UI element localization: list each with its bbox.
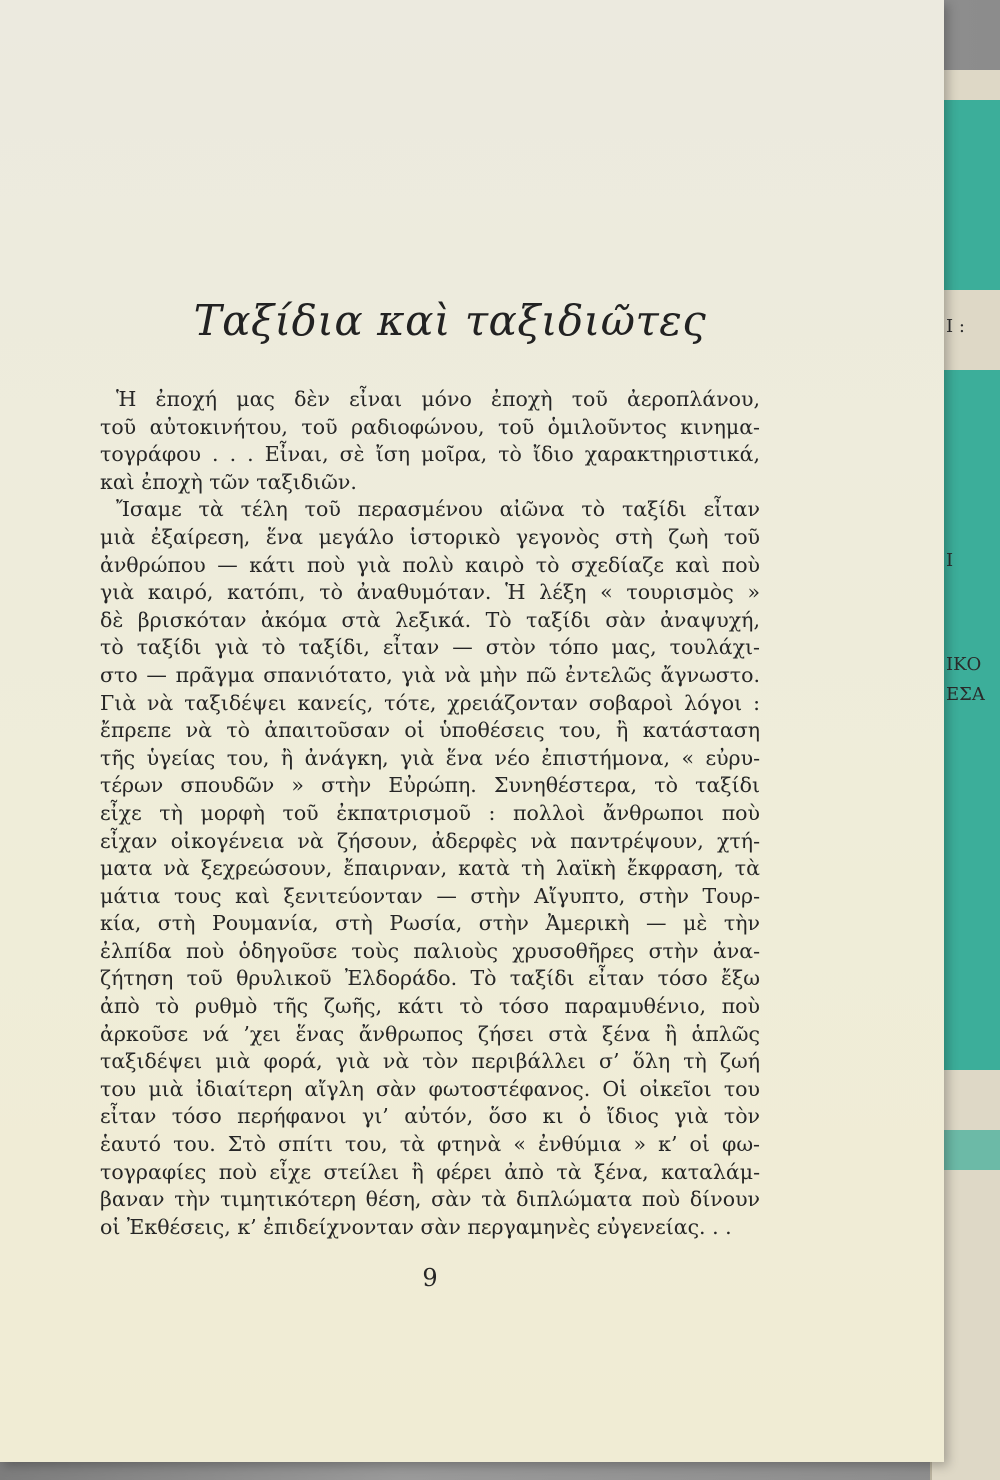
- text-line: Γιὰ νὰ ταξιδέψει κανείς, τότε, χρειάζονταν σοβαροὶ λόγοι :: [100, 690, 760, 715]
- text-line: τογραφίες ποὺ εἶχε στείλει ἢ φέρει ἀπὸ τὰ ξένα, καταλάμ-: [100, 1159, 760, 1184]
- text-line: τὸ ταξίδι γιὰ τὸ ταξίδι, εἶταν — στὸν τόπο μας, τουλάχι-: [100, 635, 760, 660]
- page-number: 9: [422, 1264, 438, 1292]
- text-line: γιὰ καιρό, κατόπι, τὸ ἀναθυμόταν. Ἡ λέξη « τουρισμὸς »: [100, 580, 760, 605]
- text-line: ἐλπίδα ποὺ ὁδηγοῦσε τοὺς παλιοὺς χρυσοθῆρες στὴν ἀνα-: [100, 938, 760, 963]
- text-line: ἔπρεπε νὰ τὸ ἀπαιτοῦσαν οἱ ὑποθέσεις του, ἢ κατάσταση: [100, 718, 760, 743]
- text-line: τέρων σπουδῶν » στὴν Εὐρώπη. Συνηθέστερα, τὸ ταξίδι: [100, 773, 760, 798]
- text-line: δὲ βρισκόταν ἀκόμα στὰ λεξικά. Τὸ ταξίδι σὰν ἀναψυχή,: [100, 607, 760, 632]
- text-line: τοῦ αὐτοκινήτου, τοῦ ραδιοφώνου, τοῦ ὁμιλοῦντος κινημα-: [100, 414, 760, 439]
- text-line: τῆς ὑγείας του, ἢ ἀνάγκη, γιὰ ἕνα νέο ἐπιστήμονα, « εὐρυ-: [100, 745, 760, 770]
- cover-label: Ι: [946, 550, 954, 571]
- text-line: ζήτηση τοῦ θρυλικοῦ Ἐλδοράδο. Τὸ ταξίδι εἶταν τόσο ἔξω: [100, 966, 760, 991]
- text-line: βαναν τὴν τιμητικότερη θέση, σὰν τὰ διπλώματα ποὺ δίνουν: [100, 1187, 760, 1212]
- cover-label: ΙΚΟ: [946, 654, 982, 675]
- chapter-title: Ταξίδια καὶ ταξιδιῶτες: [193, 296, 707, 345]
- text-line: καὶ ἐποχὴ τῶν ταξιδιῶν.: [100, 469, 357, 494]
- text-line: κία, στὴ Ρουμανία, στὴ Ρωσία, στὴν Ἀμερικὴ — μὲ τὴν: [100, 911, 760, 936]
- text-line: Ἴσαμε τὰ τέλη τοῦ περασμένου αἰῶνα τὸ ταξίδι εἶταν: [116, 497, 760, 522]
- text-line: εἶχαν οἰκογένεια νὰ ζήσουν, ἀδερφὲς νὰ παντρέψουν, χτή-: [100, 828, 760, 853]
- text-line: ἑαυτό του. Στὸ σπίτι του, τὰ φτηνὰ « ἐνθύμια » κ’ οἱ φω-: [100, 1132, 760, 1157]
- text-line: εἶχε τὴ μορφὴ τοῦ ἐκπατρισμοῦ : πολλοὶ ἄνθρωποι ποὺ: [100, 800, 760, 825]
- text-line: οἱ Ἐκθέσεις, κ’ ἐπιδείχνονταν σὰν περγαμηνὲς εὐγενείας. . .: [100, 1214, 732, 1239]
- text-line: ταξιδέψει μιὰ φορά, γιὰ νὰ τὸν περιβάλλει σ’ ὅλη τὴ ζωή: [100, 1049, 760, 1074]
- text-line: Ἡ ἐποχή μας δὲν εἶναι μόνο ἐποχὴ τοῦ ἀεροπλάνου,: [116, 387, 760, 411]
- text-line: μάτια τους καὶ ξενιτεύονταν — στὴν Αἴγυπτο, στὴν Τουρ-: [100, 883, 760, 908]
- text-line: ἀπὸ τὸ ρυθμὸ τῆς ζωῆς, κάτι τὸ τόσο παραμυθένιο, ποὺ: [100, 994, 760, 1019]
- text-line: μιὰ ἐξαίρεση, ἕνα μεγάλο ἱστορικὸ γεγονὸς στὴ ζωὴ τοῦ: [100, 524, 760, 549]
- text-line: ματα νὰ ξεχρεώσουν, ἔπαιρναν, κατὰ τὴ λαϊκὴ ἔκφραση, τὰ: [100, 856, 760, 881]
- cover-label: Ι :: [946, 316, 965, 337]
- text-line: εἶταν τόσο περήφανοι γι’ αὐτόν, ὅσο κι ὁ ἴδιος γιὰ τὸν: [100, 1104, 760, 1129]
- text-line: στο — πρᾶγμα σπανιότατο, γιὰ νὰ μὴν πῶ ἐντελῶς ἄγνωστο.: [100, 662, 760, 687]
- text-line: τογράφου . . . Εἶναι, σὲ ἴση μοῖρα, τὸ ἴδιο χαρακτηριστικά,: [100, 442, 760, 467]
- text-line: ἀνθρώπου — κάτι ποὺ γιὰ πολὺ καιρὸ τὸ σχεδίαζε καὶ ποὺ: [100, 552, 760, 577]
- cover-label: ΕΣΑ: [946, 684, 985, 705]
- text-line: ἀρκοῦσε νά ’χει ἕνας ἄνθρωπος ζήσει στὰ ξένα ἢ ἁπλῶς: [100, 1021, 760, 1046]
- body-text: [100, 386, 760, 1241]
- text-line: του μιὰ ἰδιαίτερη αἴγλη σὰν φωτοστέφανος. Οἱ οἰκεῖοι του: [100, 1076, 760, 1101]
